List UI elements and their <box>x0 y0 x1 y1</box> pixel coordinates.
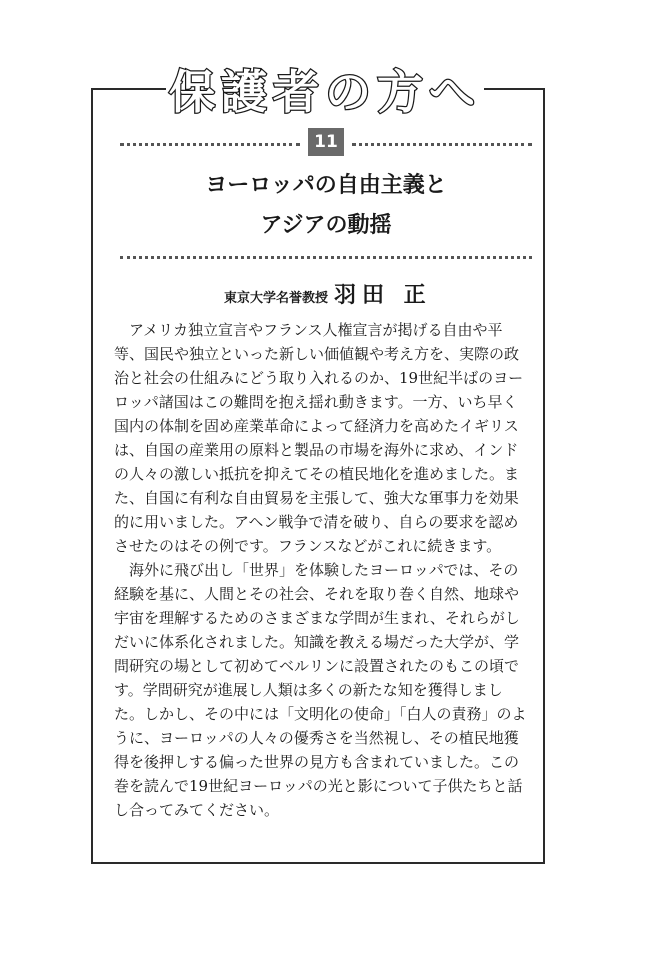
paragraph-2: 海外に飛び出し「世界」を体験したヨーロッパでは、その経験を基に、人間とその社会、それを取り巻く自然、地球や宇宙を理解するためのさまざまな学問が生まれ、それらがしだいに体系化されました。知識を教える場だった大学が、学問研究の場として初めてベルリンに設置されたのもこの頃です。学問研究が進展し人類は多くの新たな知を獲得しました。しかし、その中には「文明化の使命」「白人の責務」のように、ヨーロッパの人々の優秀さを当然視し、その植民地獲得を後押しする偏った世界の見方も含まれていました。この巻を読んで19世紀ヨーロッパの光と影について子供たちと話し合ってみてください。 <box>114 561 527 819</box>
title-line-1: ヨーロッパの自由主義と <box>205 173 447 198</box>
author-affiliation: 東京大学名誉教授 <box>224 291 329 306</box>
body-text <box>114 318 532 822</box>
author-name: 羽田 正 <box>334 283 432 308</box>
divider-top-left <box>120 143 300 146</box>
header-title: 保護者の方へ <box>169 65 481 119</box>
header-banner <box>166 58 484 120</box>
author-block <box>224 278 432 309</box>
paragraph-1: アメリカ独立宣言やフランス人権宣言が掲げる自由や平等、国民や独立といった新しい価値観や考え方を、実際の政治と社会の仕組みにどう取り入れるのか、19世紀半ばのヨーロッパ諸国はこの難問を抱え揺れ動きます。一方、いち早く国内の体制を固め産業革命によって経済力を高めたイギリスは、自国の産業用の原料と製品の市場を海外に求め、インドの人々の激しい抵抗を抑えてその植民地化を進めました。また、自国に有利な自由貿易を主張して、強大な軍事力を効果的に用いました。アヘン戦争で清を破り、自らの要求を認めさせたのはその例です。フランスなどがこれに続きます。 <box>114 321 524 555</box>
divider-top-right <box>352 143 532 146</box>
divider-bottom <box>120 256 532 259</box>
title-line-2: アジアの動揺 <box>260 213 392 238</box>
chapter-number-badge: 11 <box>308 128 344 156</box>
